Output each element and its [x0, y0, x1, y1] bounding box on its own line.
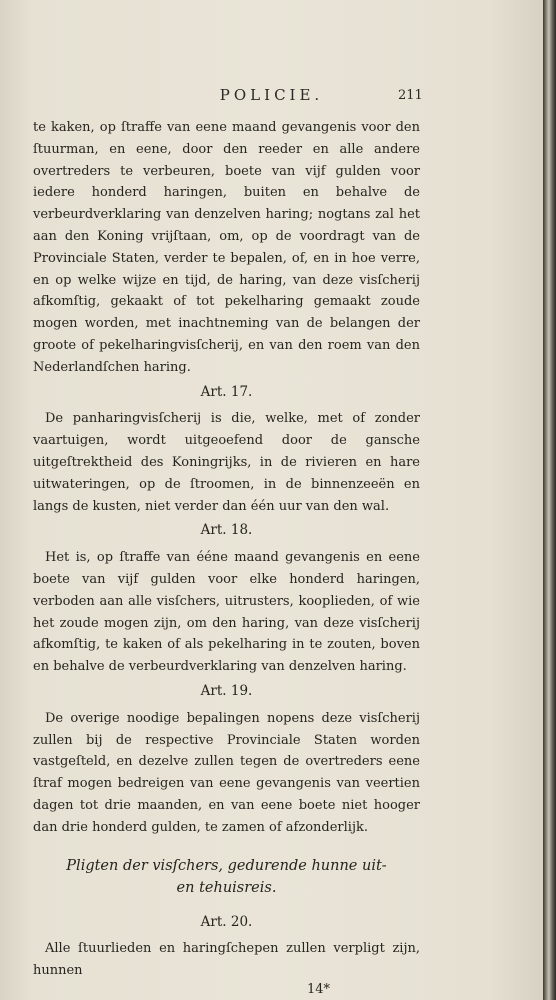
page-edge [543, 0, 556, 1000]
section-title: Pligten der visſchers, gedurende hunne uit- en tehuisreis. [66, 857, 387, 896]
paragraph-2: De panharingvisſcherij is die, welke, met of zonder vaartuigen, wordt uitgeoefend door de gansche uitgeſtrektheid des Koningrijks, in de rivieren en hare uitwateringen, op de ſtroomen, in de binnenzeeën en langs de kusten, niet verder dan één uur van den wal. [33, 411, 420, 514]
article-heading-17: Art. 17. [200, 383, 253, 400]
running-head: POLICIE. [219, 86, 324, 104]
signature-mark: 14* [306, 981, 330, 997]
paragraph-3: Het is, op ſtraffe van ééne maand gevangenis en eene boete van vijf gulden voor elke honderd haringen, verboden aan alle visſchers, uitrusters, kooplieden, of wie het zoude mogen zijn, om den haring, van deze visſcherij afkomſtig, te kaken of als pekelharing in te zouten, boven en behalve de verbeurdverklaring van denzelven haring. [33, 550, 420, 675]
paragraph-5: Alle ſtuurlieden en haringſchepen zullen verpligt zijn, hunnen [33, 941, 420, 979]
page-number: 211 [398, 88, 423, 103]
article-heading-19: Art. 19. [200, 682, 253, 699]
article-heading-18: Art. 18. [200, 522, 253, 539]
article-heading-20: Art. 20. [200, 913, 253, 930]
body-text [33, 117, 420, 998]
paragraph-4: De overige noodige bepalingen nopens deze visſcherij zullen bij de respective Provinciale Staten worden vastgeſteld, en dezelve zullen tegen de overtreders eene ſtraf mogen bedreigen van eene gevangenis van veertien dagen tot drie maanden, en van eene boete niet hooger dan drie honderd gulden, te zamen of afzonderlijk. [33, 710, 420, 835]
page-header [0, 86, 543, 110]
paragraph-1: te kaken, op ſtraffe van eene maand gevangenis voor den ſtuurman, en eene, door den reeder en alle andere overtreders te verbeuren, boete van vijf gulden voor iedere honderd haringen, buiten en behalve de verbeurdverklaring van denzelven haring; nogtans zal het aan den Koning vrijſtaan, om, op de voordragt van de Provinciale Staten, verder te bepalen, of, en in hoe verre, en op welke wijze en tijd, de haring, van deze visſcherij afkomſtig, gekaakt of tot pekelharing gemaakt zoude mogen worden, met inachtneming van de belangen der groote of pekelharingvisſcherij, en van den roem van den Nederlandſchen haring. [33, 120, 420, 375]
